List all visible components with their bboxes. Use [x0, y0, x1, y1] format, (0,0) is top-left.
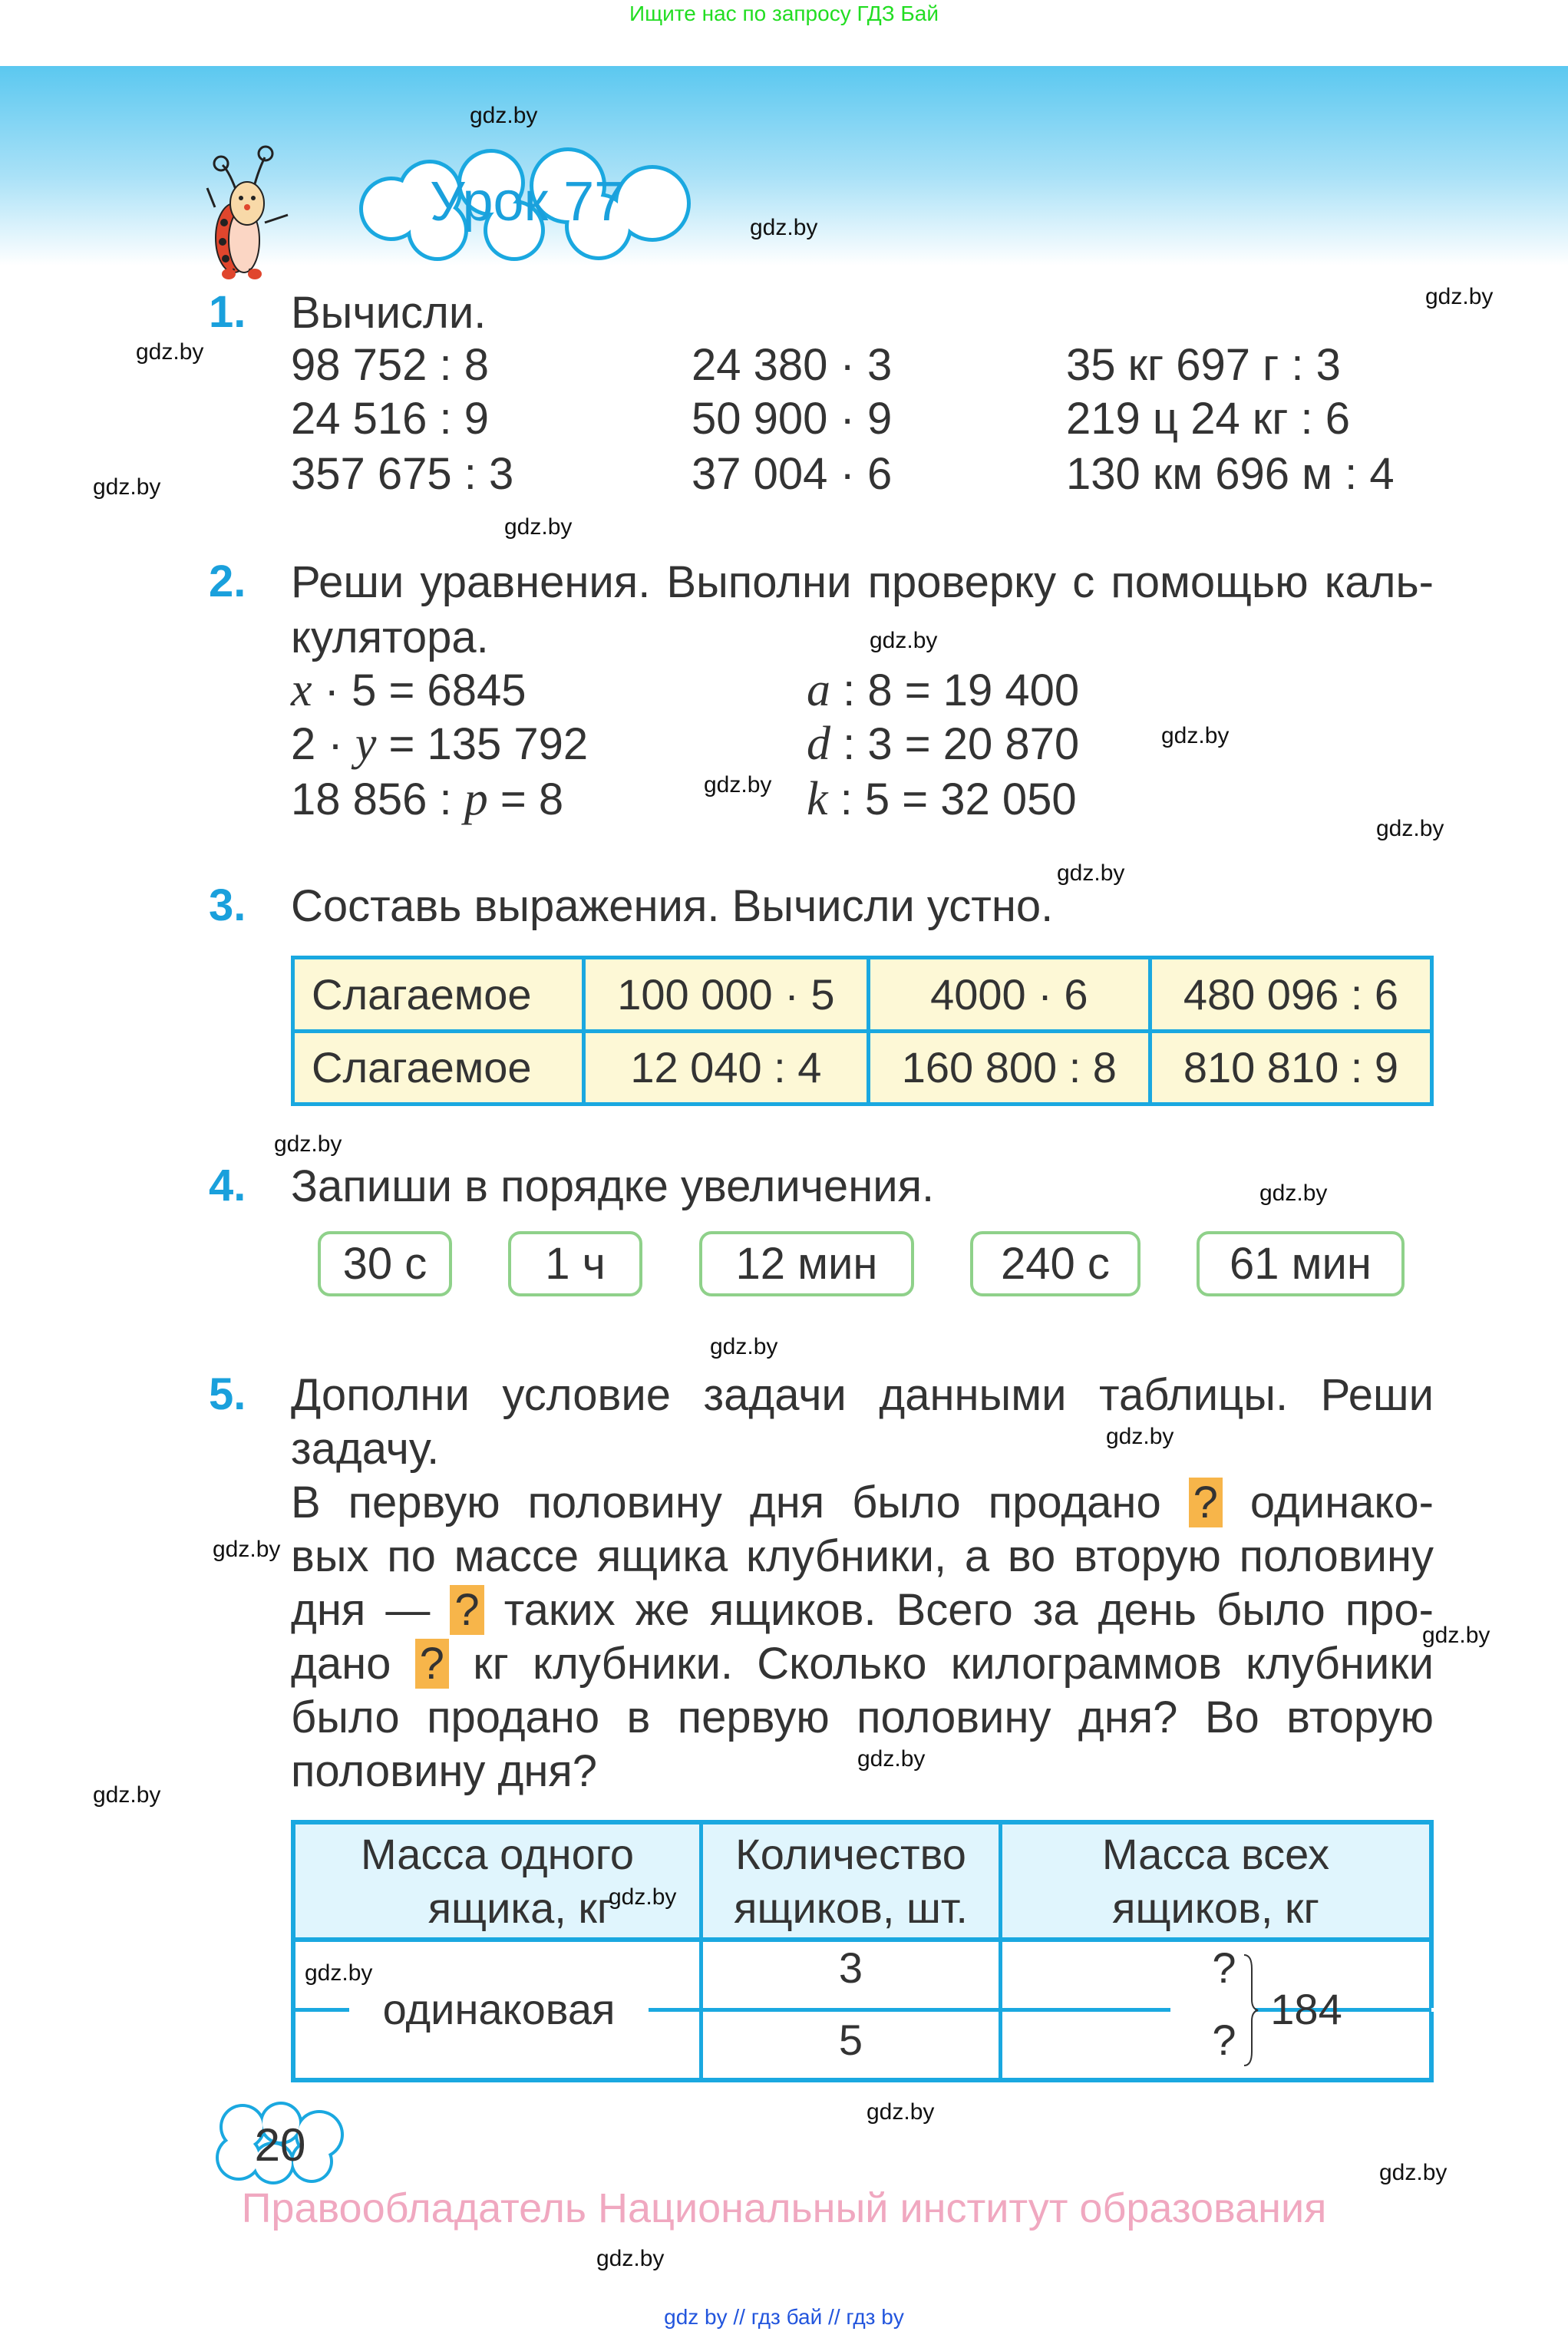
count-value: 5: [838, 2016, 863, 2064]
table-cell: 100 000 · 5: [584, 958, 869, 1032]
watermark: gdz.by: [1259, 1181, 1328, 1206]
task-5-text: [291, 1637, 1434, 1691]
mass-all-value: ?: [1212, 2016, 1236, 2064]
header-line: ящиков, кг: [1112, 1884, 1319, 1932]
expr: 24 516 : 9: [291, 394, 489, 444]
time-card: 30 с: [318, 1231, 452, 1296]
table-cell: 160 800 : 8: [868, 1031, 1150, 1105]
eq-var: p: [464, 773, 488, 825]
task-5-text: [291, 1583, 1434, 1637]
eq-var: k: [807, 773, 828, 825]
watermark: gdz.by: [596, 2246, 665, 2271]
expr: 50 900 · 9: [692, 394, 893, 444]
watermark: gdz.by: [704, 772, 772, 797]
expr: 357 675 : 3: [291, 449, 514, 499]
watermark: gdz.by: [1376, 816, 1444, 841]
watermark: gdz.by: [1425, 284, 1494, 309]
search-hint: Ищите нас по запросу ГДЗ Бай: [629, 2, 939, 25]
watermark: gdz.by: [504, 514, 573, 540]
task-3-title: Составь выражения. Вычисли устно.: [291, 881, 1054, 931]
table-cell: Слагаемое: [293, 958, 584, 1032]
watermark: gdz.by: [305, 1960, 373, 1986]
ladybug-icon: [192, 142, 299, 280]
equation: [807, 772, 1077, 827]
task-5-text: Дополни условие задачи данными таблицы. Реши: [291, 1370, 1434, 1420]
equation: [291, 663, 526, 718]
eq-var: x: [291, 664, 312, 716]
strawberry-table: [291, 1820, 1434, 2082]
header-mass-one: [295, 1828, 699, 1935]
mass-one-value: одинаковая: [382, 1985, 616, 2033]
equation: [807, 663, 1079, 718]
eq-pre: 2 ·: [291, 719, 355, 769]
watermark: gdz.by: [710, 1334, 778, 1359]
eq-post: = 8: [487, 774, 564, 824]
equation: [291, 772, 563, 827]
header-line: ящиков, шт.: [734, 1884, 968, 1932]
task-2-number: 2.: [209, 556, 246, 606]
text: В первую половину дня было продано: [291, 1478, 1161, 1527]
expr: 37 004 · 6: [692, 449, 893, 499]
table-cell: 810 810 : 9: [1150, 1031, 1431, 1105]
header-line: Количество: [735, 1830, 966, 1878]
text: таких же ящиков. Всего за день было про-: [503, 1585, 1434, 1635]
text: дано: [291, 1639, 391, 1689]
eq-post: : 5 = 32 050: [827, 774, 1077, 824]
expr: 24 380 · 3: [692, 340, 893, 390]
task-5-text: задачу.: [291, 1424, 440, 1474]
header-count: [703, 1828, 999, 1935]
header-mass-all: [1002, 1828, 1429, 1935]
task-5-text: половину дня?: [291, 1746, 598, 1796]
eq-var: a: [807, 664, 830, 716]
unknown-marker: ?: [450, 1585, 484, 1635]
watermark: gdz.by: [136, 339, 204, 365]
task-2-title-cont: кулятора.: [291, 613, 489, 662]
page-number: 20: [254, 2119, 306, 2171]
time-card: 12 мин: [699, 1231, 914, 1296]
expr: 98 752 : 8: [291, 340, 489, 390]
watermark: gdz.by: [93, 1782, 161, 1808]
count-value: 3: [838, 1943, 863, 1992]
unknown-marker: ?: [415, 1639, 449, 1689]
task-1-title: Вычисли.: [291, 288, 487, 338]
divider: [295, 2008, 349, 2012]
text: кг клубники. Сколько килограммов клубники: [473, 1639, 1434, 1689]
watermark: gdz.by: [1422, 1623, 1490, 1648]
addends-table: [291, 956, 1434, 1106]
eq-var: y: [355, 718, 377, 770]
unknown-marker: ?: [1189, 1478, 1223, 1527]
eq-post: · 5 = 6845: [312, 665, 527, 715]
table-cell: Слагаемое: [293, 1031, 584, 1105]
copyright-notice: Правообладатель Национальный институт образования: [241, 2185, 1327, 2231]
watermark: gdz.by: [274, 1131, 342, 1157]
task-3-number: 3.: [209, 880, 246, 930]
eq-post: : 8 = 19 400: [830, 665, 1080, 715]
brace-icon: [1241, 1953, 1264, 2069]
task-5-number: 5.: [209, 1369, 246, 1419]
watermark: gdz.by: [93, 474, 161, 500]
task-1-number: 1.: [209, 287, 246, 337]
header-line: ящика, кг: [427, 1884, 613, 1932]
watermark: gdz.by: [750, 215, 818, 240]
task-4-number: 4.: [209, 1161, 246, 1210]
task-5-text: было продано в первую половину дня? Во вторую: [291, 1692, 1434, 1742]
watermark: gdz.by: [1161, 723, 1230, 748]
table-row: [293, 958, 1432, 1032]
lesson-title: Урок 77: [430, 171, 626, 233]
task-4-title: Запиши в порядке увеличения.: [291, 1161, 935, 1211]
header-line: Масса всех: [1101, 1830, 1330, 1878]
expr: 219 ц 24 кг : 6: [1066, 394, 1350, 444]
watermark: gdz.by: [870, 628, 938, 653]
expr: 130 км 696 м : 4: [1066, 449, 1395, 499]
time-card: 61 мин: [1197, 1231, 1405, 1296]
eq-post: = 135 792: [376, 719, 589, 769]
watermark: gdz.by: [1106, 1424, 1174, 1449]
footer-links[interactable]: gdz by // гдз бай // гдз by: [664, 2305, 904, 2329]
watermark: gdz.by: [470, 103, 538, 128]
table-row: [293, 1031, 1432, 1105]
mass-all-value: ?: [1212, 1943, 1236, 1992]
eq-pre: 18 856 :: [291, 774, 464, 824]
text: дня —: [291, 1585, 431, 1635]
header-line: Масса одного: [360, 1830, 635, 1878]
eq-post: : 3 = 20 870: [830, 719, 1080, 769]
table-cell: 4000 · 6: [868, 958, 1150, 1032]
time-card: 1 ч: [508, 1231, 642, 1296]
watermark: gdz.by: [1379, 2160, 1448, 2185]
equation: [291, 717, 588, 771]
watermark: gdz.by: [213, 1537, 281, 1562]
watermark: gdz.by: [857, 1746, 926, 1772]
time-card: 240 с: [970, 1231, 1141, 1296]
task-5-text: вых по массе ящика клубники, а во вторую половину: [291, 1531, 1434, 1581]
table-cell: 12 040 : 4: [584, 1031, 869, 1105]
table-cell: 480 096 : 6: [1150, 958, 1431, 1032]
watermark: gdz.by: [867, 2099, 935, 2125]
task-2-title: Реши уравнения. Выполни проверку с помощью каль-: [291, 557, 1434, 607]
watermark: gdz.by: [609, 1884, 677, 1910]
text: одинако-: [1249, 1478, 1434, 1527]
watermark: gdz.by: [1057, 860, 1125, 886]
task-5-text: [291, 1476, 1434, 1530]
expr: 35 кг 697 г : 3: [1066, 340, 1341, 390]
eq-var: d: [807, 718, 830, 770]
total-value: 184: [1270, 1985, 1342, 2033]
equation: [807, 717, 1079, 771]
